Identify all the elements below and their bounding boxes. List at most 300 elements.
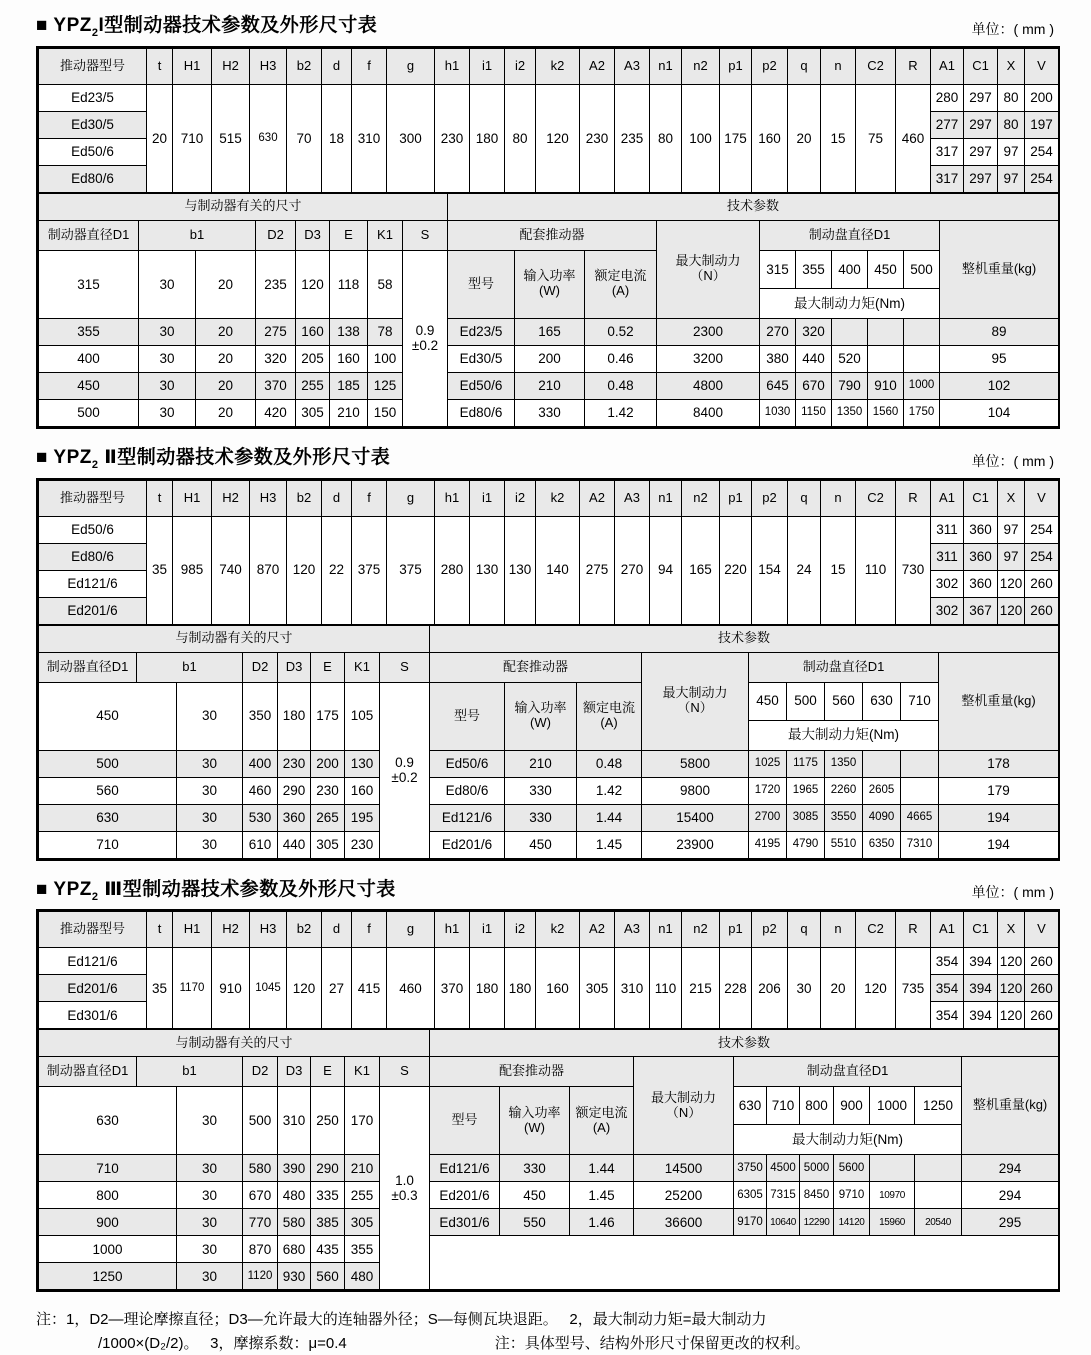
header-cell: C1 — [964, 912, 998, 948]
header-cell: A2 — [580, 912, 615, 948]
header-cell: n2 — [682, 480, 720, 516]
data-cell: 450 — [39, 372, 139, 399]
data-cell: 140 — [536, 516, 580, 624]
data-cell: 4800 — [657, 372, 760, 399]
data-cell: 730 — [896, 516, 931, 624]
header-cell: b2 — [287, 48, 322, 84]
header-cell: 配套推动器 — [448, 220, 657, 250]
data-cell: 1000 — [39, 1236, 177, 1263]
data-cell: 20 — [196, 250, 256, 318]
data-cell: 3550 — [825, 804, 863, 831]
data-cell: 317 — [931, 138, 964, 165]
data-cell: Ed30/5 — [39, 111, 147, 138]
data-cell: 460 — [387, 948, 435, 1029]
table-row — [39, 1030, 1059, 1057]
data-cell: 154 — [752, 516, 788, 624]
header-cell: 型号 — [430, 682, 505, 750]
data-cell: 228 — [720, 948, 752, 1029]
data-cell: 1750 — [904, 399, 940, 426]
header-cell: i2 — [505, 912, 536, 948]
data-cell: 180 — [470, 948, 505, 1029]
data-cell: 10970 — [870, 1182, 915, 1209]
data-cell: Ed30/5 — [448, 345, 515, 372]
data-cell: Ed121/6 — [430, 1155, 500, 1182]
data-cell: 230 — [345, 831, 380, 858]
header-cell: 型号 — [448, 250, 515, 318]
header-cell: h1 — [435, 48, 470, 84]
header-cell: 技术参数 — [430, 625, 1059, 652]
data-cell: 385 — [311, 1209, 345, 1236]
header-cell: H3 — [250, 912, 287, 948]
data-cell: 260 — [1025, 948, 1059, 975]
data-cell: 130 — [345, 750, 380, 777]
data-cell: 330 — [500, 1155, 570, 1182]
header-cell: h1 — [435, 480, 470, 516]
header-cell: S — [380, 652, 430, 682]
data-cell: 80 — [998, 84, 1025, 111]
data-cell: 770 — [243, 1209, 278, 1236]
data-cell: 560 — [39, 777, 177, 804]
data-cell: 394 — [964, 1002, 998, 1029]
data-cell: 317 — [931, 165, 964, 192]
table2-title — [36, 442, 390, 471]
data-cell: 394 — [964, 975, 998, 1002]
header-cell: i1 — [470, 48, 505, 84]
data-cell: 900 — [834, 1087, 870, 1125]
data-cell: 254 — [1025, 138, 1059, 165]
data-cell: 367 — [964, 597, 998, 624]
data-cell: 255 — [345, 1182, 380, 1209]
data-cell: 1.0 ±0.3 — [380, 1087, 430, 1290]
data-cell: 680 — [278, 1236, 311, 1263]
data-cell: 130 — [470, 516, 505, 624]
data-cell: 670 — [796, 372, 832, 399]
data-cell: 8450 — [800, 1182, 834, 1209]
data-cell: 220 — [720, 516, 752, 624]
data-cell: 30 — [139, 345, 196, 372]
data-cell: 165 — [682, 516, 720, 624]
data-cell: 275 — [580, 516, 615, 624]
data-cell: 480 — [345, 1263, 380, 1290]
data-cell: 450 — [500, 1182, 570, 1209]
header-cell: 与制动器有关的尺寸 — [39, 193, 448, 220]
data-cell: 180 — [470, 84, 505, 192]
header-cell: q — [788, 912, 821, 948]
data-cell: 330 — [505, 804, 577, 831]
data-cell: 450 — [868, 250, 904, 288]
data-cell: 280 — [435, 516, 470, 624]
header-cell: H1 — [173, 48, 212, 84]
data-cell: 450 — [749, 682, 787, 720]
data-cell: 230 — [435, 84, 470, 192]
data-cell: 254 — [1025, 543, 1059, 570]
header-cell: C1 — [964, 480, 998, 516]
data-cell: 70 — [287, 84, 322, 192]
data-cell: 354 — [931, 975, 964, 1002]
table-row — [39, 318, 1059, 345]
table-row — [39, 804, 1059, 831]
data-cell: 1965 — [787, 777, 825, 804]
data-cell: 297 — [964, 84, 998, 111]
table-row — [39, 372, 1059, 399]
data-cell: Ed23/5 — [39, 84, 147, 111]
table3-title — [36, 874, 396, 903]
data-cell: 20 — [196, 345, 256, 372]
data-cell: 235 — [615, 84, 650, 192]
data-cell: 630 — [39, 804, 177, 831]
data-cell: 354 — [931, 1002, 964, 1029]
data-cell: Ed50/6 — [39, 138, 147, 165]
data-cell: 290 — [278, 777, 311, 804]
data-cell: 4195 — [749, 831, 787, 858]
data-cell: Ed201/6 — [39, 975, 147, 1002]
data-cell: 102 — [940, 372, 1059, 399]
header-cell: S — [380, 1057, 430, 1087]
data-cell: 8400 — [657, 399, 760, 426]
header-cell: C2 — [856, 48, 896, 84]
data-cell: 105 — [345, 682, 380, 750]
data-cell: 355 — [345, 1236, 380, 1263]
data-cell — [430, 1236, 1059, 1290]
header-cell: A3 — [615, 48, 650, 84]
header-cell: E — [311, 652, 345, 682]
header-cell: H1 — [173, 480, 212, 516]
data-cell: 0.9 ±0.2 — [380, 682, 430, 858]
data-cell: 24 — [788, 516, 821, 624]
data-cell: 130 — [505, 516, 536, 624]
header-cell: b2 — [287, 912, 322, 948]
data-cell: 200 — [515, 345, 585, 372]
data-cell: 480 — [278, 1182, 311, 1209]
data-cell: 645 — [760, 372, 796, 399]
data-cell: 1030 — [760, 399, 796, 426]
header-cell: p2 — [752, 480, 788, 516]
data-cell: 5000 — [800, 1155, 834, 1182]
data-cell: 15 — [821, 84, 856, 192]
data-cell: 311 — [931, 516, 964, 543]
data-cell: 95 — [940, 345, 1059, 372]
unit-label: 单位：( mm ) — [971, 884, 1054, 901]
data-cell: 30 — [177, 1209, 243, 1236]
data-cell: 最大制动力矩(Nm) — [749, 720, 939, 750]
header-cell: n — [821, 480, 856, 516]
data-cell: 560 — [825, 682, 863, 720]
table-row — [39, 912, 1059, 948]
data-cell: 194 — [939, 804, 1059, 831]
data-cell: 6350 — [863, 831, 901, 858]
data-cell: 800 — [39, 1182, 177, 1209]
data-cell: 400 — [39, 345, 139, 372]
data-cell: 255 — [296, 372, 330, 399]
data-cell: 23900 — [642, 831, 749, 858]
data-cell: 710 — [173, 84, 212, 192]
header-cell: C1 — [964, 48, 998, 84]
data-cell: 297 — [964, 165, 998, 192]
table3-ypz2-III — [36, 909, 1060, 1292]
data-cell: 97 — [998, 543, 1025, 570]
data-cell: 200 — [311, 750, 345, 777]
data-cell: 4790 — [787, 831, 825, 858]
data-cell — [904, 318, 940, 345]
data-cell: Ed80/6 — [430, 777, 505, 804]
data-cell: 5600 — [834, 1155, 870, 1182]
data-cell: 120 — [856, 948, 896, 1029]
data-cell: 710 — [39, 831, 177, 858]
data-cell: 110 — [856, 516, 896, 624]
data-cell — [863, 750, 901, 777]
header-cell: g — [387, 912, 435, 948]
table-row — [39, 777, 1059, 804]
data-cell: 355 — [39, 318, 139, 345]
header-cell: p2 — [752, 48, 788, 84]
data-cell: 179 — [939, 777, 1059, 804]
data-cell: 530 — [243, 804, 278, 831]
data-cell: Ed50/6 — [39, 516, 147, 543]
table-row — [39, 1182, 1059, 1209]
table2-ypz2-II — [36, 478, 1060, 861]
data-cell: Ed23/5 — [448, 318, 515, 345]
header-cell: f — [352, 48, 387, 84]
data-cell: 20540 — [915, 1209, 962, 1236]
data-cell: 20 — [196, 318, 256, 345]
note-line-2a: /1000×(D₂/2)。 3，摩擦系数：μ=0.4 — [98, 1334, 347, 1352]
table-row — [39, 250, 1059, 288]
header-cell: D2 — [256, 220, 296, 250]
data-cell: 185 — [330, 372, 368, 399]
header-cell: 制动器直径D1 — [39, 652, 137, 682]
bullet-square-icon: ■ — [36, 878, 48, 900]
header-cell: p1 — [720, 48, 752, 84]
data-cell: 930 — [278, 1263, 311, 1290]
header-cell: f — [352, 480, 387, 516]
header-cell: V — [1025, 48, 1059, 84]
data-cell: 3200 — [657, 345, 760, 372]
data-cell: 178 — [939, 750, 1059, 777]
data-cell: 330 — [505, 777, 577, 804]
table1-title-text: $YPZ_2I$型制动器技术参数及外形尺寸表 — [53, 15, 378, 39]
data-cell: 630 — [863, 682, 901, 720]
table-row — [39, 1057, 1059, 1087]
parameters-table-lower — [38, 193, 1059, 427]
data-cell: 30 — [788, 948, 821, 1029]
data-cell: 580 — [243, 1155, 278, 1182]
header-cell: t — [147, 912, 173, 948]
data-cell: 100 — [368, 345, 403, 372]
data-cell: 305 — [345, 1209, 380, 1236]
header-cell: 额定电流 (A) — [585, 250, 657, 318]
table-row — [39, 84, 1059, 111]
data-cell: 118 — [330, 250, 368, 318]
data-cell: 30 — [177, 1087, 243, 1155]
data-cell: 500 — [787, 682, 825, 720]
data-cell: 5510 — [825, 831, 863, 858]
data-cell: 320 — [256, 345, 296, 372]
data-cell: 1.44 — [570, 1155, 634, 1182]
data-cell: 80 — [650, 84, 682, 192]
table2-header-row — [36, 442, 1056, 471]
data-cell: 275 — [256, 318, 296, 345]
data-cell: 270 — [760, 318, 796, 345]
table-row — [39, 948, 1059, 975]
data-cell: 210 — [345, 1155, 380, 1182]
data-cell: 197 — [1025, 111, 1059, 138]
data-cell: 354 — [931, 948, 964, 975]
data-cell — [901, 777, 939, 804]
header-cell: A1 — [931, 48, 964, 84]
data-cell: Ed50/6 — [430, 750, 505, 777]
header-cell: k2 — [536, 48, 580, 84]
header-cell: 制动盘直径D1 — [734, 1057, 962, 1087]
header-cell: 与制动器有关的尺寸 — [39, 1030, 430, 1057]
data-cell: 360 — [278, 804, 311, 831]
header-cell: K1 — [368, 220, 403, 250]
data-cell: 1170 — [173, 948, 212, 1029]
data-cell: 2700 — [749, 804, 787, 831]
data-cell: 250 — [311, 1087, 345, 1155]
data-cell: 30 — [177, 1236, 243, 1263]
data-cell: 360 — [964, 516, 998, 543]
header-cell: 输入功率 (W) — [515, 250, 585, 318]
table1-header-row — [36, 10, 1056, 39]
data-cell: 138 — [330, 318, 368, 345]
data-cell: 500 — [243, 1087, 278, 1155]
data-cell: 630 — [734, 1087, 767, 1125]
data-cell: 305 — [311, 831, 345, 858]
data-cell: 9710 — [834, 1182, 870, 1209]
table-section-ypz2-3 — [36, 874, 1091, 1293]
data-cell: 870 — [250, 516, 287, 624]
data-cell: 1350 — [825, 750, 863, 777]
data-cell: 170 — [345, 1087, 380, 1155]
header-cell: f — [352, 912, 387, 948]
data-cell — [868, 345, 904, 372]
header-cell: C2 — [856, 480, 896, 516]
header-cell: D2 — [243, 652, 278, 682]
data-cell: 30 — [139, 372, 196, 399]
data-cell: Ed80/6 — [39, 165, 147, 192]
data-cell: 1025 — [749, 750, 787, 777]
data-cell: 150 — [368, 399, 403, 426]
table-row — [39, 831, 1059, 858]
data-cell: 94 — [650, 516, 682, 624]
data-cell: 14500 — [634, 1155, 734, 1182]
data-cell: 120 — [998, 948, 1025, 975]
data-cell: 18 — [322, 84, 352, 192]
data-cell: 800 — [800, 1087, 834, 1125]
data-cell: 235 — [256, 250, 296, 318]
header-cell: 输入功率 (W) — [500, 1087, 570, 1155]
table1-ypz2-I — [36, 46, 1060, 429]
data-cell: 440 — [278, 831, 311, 858]
data-cell: Ed201/6 — [39, 597, 147, 624]
data-cell: 420 — [256, 399, 296, 426]
data-cell: 110 — [650, 948, 682, 1029]
data-cell: 20 — [821, 948, 856, 1029]
header-cell: b1 — [137, 1057, 243, 1087]
header-cell: b2 — [287, 480, 322, 516]
header-cell: h1 — [435, 912, 470, 948]
data-cell: 30 — [177, 831, 243, 858]
data-cell: 215 — [682, 948, 720, 1029]
data-cell: 22 — [322, 516, 352, 624]
parameters-table-lower — [38, 1029, 1059, 1290]
data-cell: 1720 — [749, 777, 787, 804]
data-cell: 710 — [901, 682, 939, 720]
header-cell: d — [322, 48, 352, 84]
header-cell: t — [147, 480, 173, 516]
header-cell: n — [821, 912, 856, 948]
unit-label: 单位：( mm ) — [971, 452, 1054, 469]
header-cell: 配套推动器 — [430, 652, 642, 682]
data-cell: 30 — [177, 804, 243, 831]
header-cell: E — [330, 220, 368, 250]
header-cell: n1 — [650, 912, 682, 948]
header-cell: n2 — [682, 48, 720, 84]
data-cell: 36600 — [634, 1209, 734, 1236]
table-section-ypz2-2 — [36, 442, 1091, 861]
header-cell: 额定电流 (A) — [577, 682, 642, 750]
header-cell: p1 — [720, 912, 752, 948]
data-cell: 205 — [296, 345, 330, 372]
data-cell: 260 — [1025, 597, 1059, 624]
header-cell: 最大制动力 （N） — [634, 1057, 734, 1155]
data-cell: 460 — [896, 84, 931, 192]
data-cell: 97 — [998, 516, 1025, 543]
data-cell: 200 — [1025, 84, 1059, 111]
header-cell: t — [147, 48, 173, 84]
header-cell: 最大制动力 （N） — [657, 220, 760, 318]
header-cell: 制动盘直径D1 — [760, 220, 940, 250]
data-cell: 100 — [682, 84, 720, 192]
header-cell: i1 — [470, 912, 505, 948]
data-cell: 194 — [939, 831, 1059, 858]
data-cell: 2300 — [657, 318, 760, 345]
header-cell: i1 — [470, 480, 505, 516]
data-cell: 294 — [962, 1155, 1059, 1182]
data-cell: 15 — [821, 516, 856, 624]
footnotes — [36, 1308, 1066, 1355]
data-cell: 25200 — [634, 1182, 734, 1209]
header-cell: n1 — [650, 48, 682, 84]
data-cell: 311 — [931, 543, 964, 570]
data-cell: 440 — [796, 345, 832, 372]
data-cell: 160 — [752, 84, 788, 192]
data-cell: 7315 — [767, 1182, 800, 1209]
data-cell: 260 — [1025, 570, 1059, 597]
header-cell: q — [788, 48, 821, 84]
data-cell: 30 — [177, 1182, 243, 1209]
data-cell: 30 — [177, 682, 243, 750]
data-cell: 160 — [536, 948, 580, 1029]
data-cell — [901, 750, 939, 777]
data-cell: 120 — [998, 570, 1025, 597]
data-cell: 20 — [196, 399, 256, 426]
data-cell: 580 — [278, 1209, 311, 1236]
parameters-table-lower — [38, 625, 1059, 859]
data-cell: 280 — [931, 84, 964, 111]
data-cell: 230 — [278, 750, 311, 777]
data-cell: 30 — [177, 750, 243, 777]
data-cell: Ed121/6 — [39, 570, 147, 597]
data-cell: Ed50/6 — [448, 372, 515, 399]
data-cell: 297 — [964, 111, 998, 138]
header-cell: K1 — [345, 652, 380, 682]
header-cell: H2 — [212, 48, 250, 84]
header-cell: 配套推动器 — [430, 1057, 634, 1087]
data-cell: 500 — [39, 399, 139, 426]
data-cell: 735 — [896, 948, 931, 1029]
header-cell: 整机重量(kg) — [940, 220, 1059, 318]
